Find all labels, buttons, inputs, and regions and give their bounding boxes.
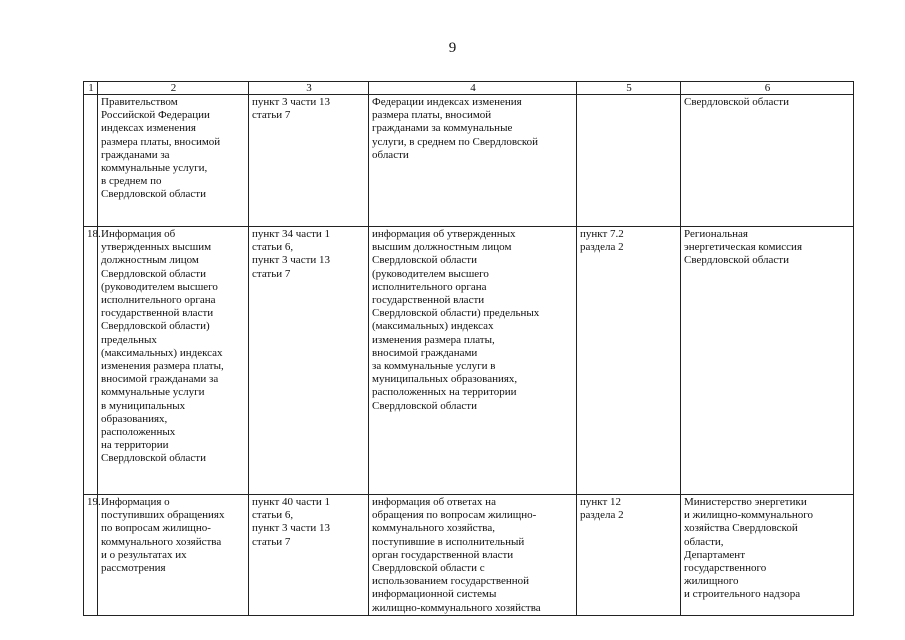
cell-line: пункт 7.2 — [580, 228, 624, 240]
row-number-cell: 18. — [84, 227, 98, 495]
cell-line: статьи 7 — [252, 109, 291, 122]
legal-basis-cell — [249, 227, 369, 495]
column-header: 4 — [369, 82, 577, 95]
information-cell — [98, 95, 249, 227]
cell-line: изменения размера платы, — [101, 360, 224, 373]
cell-line: орган государственной власти — [372, 548, 514, 561]
cell-line: Свердловской области) предельных — [372, 307, 540, 320]
cell-line: пункт 40 части 1 — [252, 496, 331, 508]
cell-line: поступивших обращениях — [101, 509, 225, 522]
cell-line: коммунального хозяйства — [101, 535, 222, 548]
cell-line: информация об ответах на — [372, 496, 496, 508]
responsible-body-cell — [681, 495, 854, 616]
cell-line: Свердловской области — [684, 254, 789, 267]
content-cell — [369, 495, 577, 616]
cell-line: размера платы, вносимой — [372, 109, 492, 122]
table-row — [84, 495, 854, 616]
cell-line: и строительного надзора — [684, 588, 801, 601]
legal-basis-cell — [249, 495, 369, 616]
cell-line: и о результатах их — [101, 548, 187, 561]
cell-line: Информация об — [101, 228, 176, 240]
cell-line: энергетическая комиссия — [684, 241, 803, 254]
cell-line: по вопросам жилищно- — [101, 522, 211, 535]
cell-line: коммунальные услуги, — [101, 162, 208, 175]
cell-line: высшим должностным лицом — [372, 241, 512, 254]
page-number: 9 — [448, 40, 457, 56]
cell-line: Информация о — [101, 496, 170, 508]
cell-line: (руководителем высшего — [101, 280, 218, 293]
cell-line: коммунального хозяйства, — [372, 522, 495, 535]
cell-line: поступившие в исполнительный — [372, 535, 525, 548]
cell-line: статьи 6, — [252, 509, 294, 522]
cell-line: расположенных — [101, 426, 176, 439]
cell-line: (максимальных) индексах — [101, 346, 223, 359]
section-reference-cell — [577, 495, 681, 616]
cell-line: предельных — [101, 333, 157, 346]
cell-line: Департамент — [684, 548, 746, 561]
cell-line: пункт 12 — [580, 496, 622, 508]
column-header: 3 — [249, 82, 369, 95]
column-header: 6 — [681, 82, 854, 95]
cell-line: информационной системы — [372, 588, 497, 601]
cell-line: Свердловской области — [101, 188, 206, 201]
document-table — [83, 81, 854, 616]
information-cell — [98, 495, 249, 616]
cell-line: исполнительного органа — [101, 294, 216, 307]
cell-line: изменения размера платы, — [372, 333, 495, 346]
cell-line: жилищно-коммунального хозяйства — [372, 601, 541, 614]
cell-line: в среднем по — [101, 175, 162, 188]
cell-line: вносимой гражданами за — [101, 373, 219, 386]
table-row — [84, 227, 854, 495]
cell-line: области — [372, 148, 409, 161]
cell-line: услуги, в среднем по Свердловской — [372, 135, 539, 148]
cell-line: государственной власти — [101, 307, 214, 320]
cell-line: и жилищно-коммунального — [684, 509, 814, 522]
cell-line: раздела 2 — [580, 241, 624, 254]
information-cell — [98, 227, 249, 495]
cell-line: должностным лицом — [101, 254, 199, 267]
cell-line: Российской Федерации — [101, 109, 210, 122]
cell-line: государственного — [684, 562, 767, 575]
cell-line: исполнительного органа — [372, 280, 487, 293]
content-cell — [369, 227, 577, 495]
cell-line: (руководителем высшего — [372, 267, 489, 280]
cell-line: индексах изменения — [101, 122, 196, 135]
cell-line: Федерации индексах изменения — [372, 96, 522, 108]
cell-line: Свердловской области — [372, 254, 477, 267]
cell-line: коммунальные услуги — [101, 386, 205, 399]
row-number-cell: 19. — [84, 495, 98, 616]
row-number-cell — [84, 95, 98, 227]
cell-line: в муниципальных — [101, 399, 186, 412]
cell-line: статьи 7 — [252, 535, 291, 548]
table-header-row — [84, 82, 854, 95]
cell-line: пункт 3 части 13 — [252, 522, 331, 535]
column-header: 5 — [577, 82, 681, 95]
cell-line: пункт 3 части 13 — [252, 96, 331, 108]
cell-line: Свердловской области — [101, 267, 206, 280]
cell-line: размера платы, вносимой — [101, 135, 221, 148]
cell-line: использованием государственной — [372, 575, 529, 588]
cell-line: пункт 34 части 1 — [252, 228, 331, 240]
cell-line: жилищного — [684, 575, 739, 588]
responsible-body-cell — [681, 95, 854, 227]
cell-line: хозяйства Свердловской — [684, 522, 798, 535]
content-cell — [369, 95, 577, 227]
cell-line: на территории — [101, 439, 169, 452]
cell-line: гражданами за коммунальные — [372, 122, 513, 135]
cell-line: утвержденных высшим — [101, 241, 212, 254]
cell-line: за коммунальные услуги в — [372, 360, 496, 373]
cell-line: области, — [684, 535, 724, 548]
cell-line: раздела 2 — [580, 509, 624, 522]
cell-line: обращения по вопросам жилищно- — [372, 509, 537, 522]
section-reference-cell — [577, 95, 681, 227]
cell-line: Свердловской области) — [101, 320, 210, 333]
cell-line: Свердловской области с — [372, 562, 485, 575]
cell-line: Свердловской области — [101, 452, 206, 465]
cell-line: (максимальных) индексах — [372, 320, 494, 333]
table-row — [84, 95, 854, 227]
cell-line: информация об утвержденных — [372, 228, 516, 240]
column-header: 1 — [84, 82, 98, 95]
cell-line: статьи 6, — [252, 241, 294, 254]
legal-basis-cell — [249, 95, 369, 227]
cell-line: Свердловской области — [372, 399, 477, 412]
cell-line: пункт 3 части 13 — [252, 254, 331, 267]
cell-line: гражданами за — [101, 148, 170, 161]
cell-line: Региональная — [684, 228, 748, 240]
section-reference-cell — [577, 227, 681, 495]
cell-line: Свердловской области — [684, 96, 789, 108]
cell-line: расположенных на территории — [372, 386, 517, 399]
cell-line: вносимой гражданами — [372, 346, 478, 359]
cell-line: Правительством — [101, 96, 178, 108]
cell-line: государственной власти — [372, 294, 485, 307]
cell-line: Министерство энергетики — [684, 496, 807, 508]
cell-line: образованиях, — [101, 412, 168, 425]
responsible-body-cell — [681, 227, 854, 495]
cell-line: рассмотрения — [101, 562, 166, 575]
cell-line: муниципальных образованиях, — [372, 373, 518, 386]
column-header: 2 — [98, 82, 249, 95]
cell-line: статьи 7 — [252, 267, 291, 280]
